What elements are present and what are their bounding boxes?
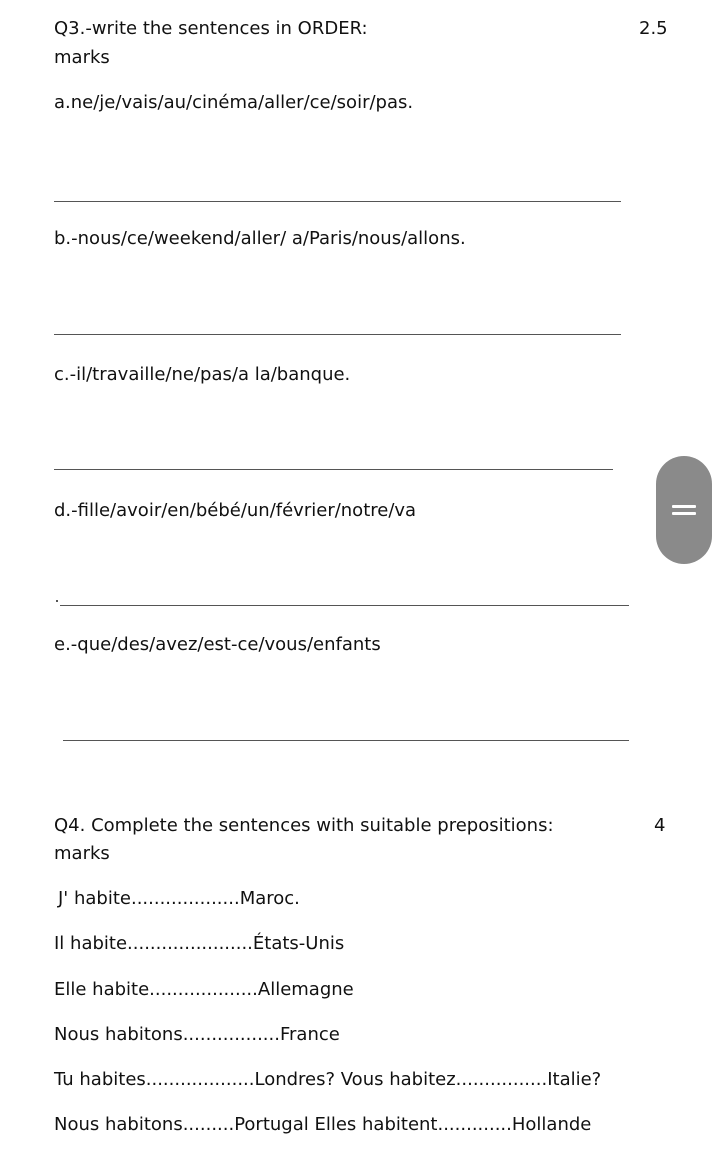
q4-line-6: Nous habitons.........Portugal Elles habitent.............Hollande [54, 1114, 592, 1135]
q3-item-c: c.-il/travaille/ne/pas/a la/banque. [54, 364, 351, 385]
q3-answer-line-c[interactable] [54, 469, 613, 470]
q4-line-5: Tu habites...................Londres? Vous habitez................Italie? [54, 1069, 602, 1090]
q3-answer-line-b[interactable] [54, 334, 621, 335]
drag-handle-bar-top [672, 505, 696, 508]
q3-item-d: d.-fille/avoir/en/bébé/un/février/notre/va [54, 500, 417, 521]
q4-line-1: J' habite...................Maroc. [58, 888, 300, 909]
q4-marks-value: 4 [654, 815, 666, 836]
q3-title: Q3.-write the sentences in ORDER: [54, 18, 368, 39]
q3-marks-value: 2.5 [639, 18, 668, 39]
q4-line-4: Nous habitons.................France [54, 1024, 340, 1045]
q3-marks-label: marks [54, 47, 110, 68]
drag-handle-bar-bottom [672, 512, 696, 515]
q3-item-e: e.-que/des/avez/est-ce/vous/enfants [54, 634, 381, 655]
stray-mark [56, 600, 58, 602]
q3-answer-line-a[interactable] [54, 201, 621, 202]
q4-marks-label: marks [54, 843, 110, 864]
q3-item-b: b.-nous/ce/weekend/aller/ a/Paris/nous/allons. [54, 228, 466, 249]
drag-handle-icon[interactable] [656, 456, 712, 564]
q4-line-3: Elle habite...................Allemagne [54, 979, 354, 1000]
q4-title: Q4. Complete the sentences with suitable prepositions: [54, 815, 554, 836]
q3-answer-line-e[interactable] [63, 740, 629, 741]
q4-line-2: Il habite......................États-Unis [54, 933, 345, 954]
q3-answer-line-d[interactable] [60, 605, 629, 606]
q3-item-a: a.ne/je/vais/au/cinéma/aller/ce/soir/pas. [54, 92, 414, 113]
